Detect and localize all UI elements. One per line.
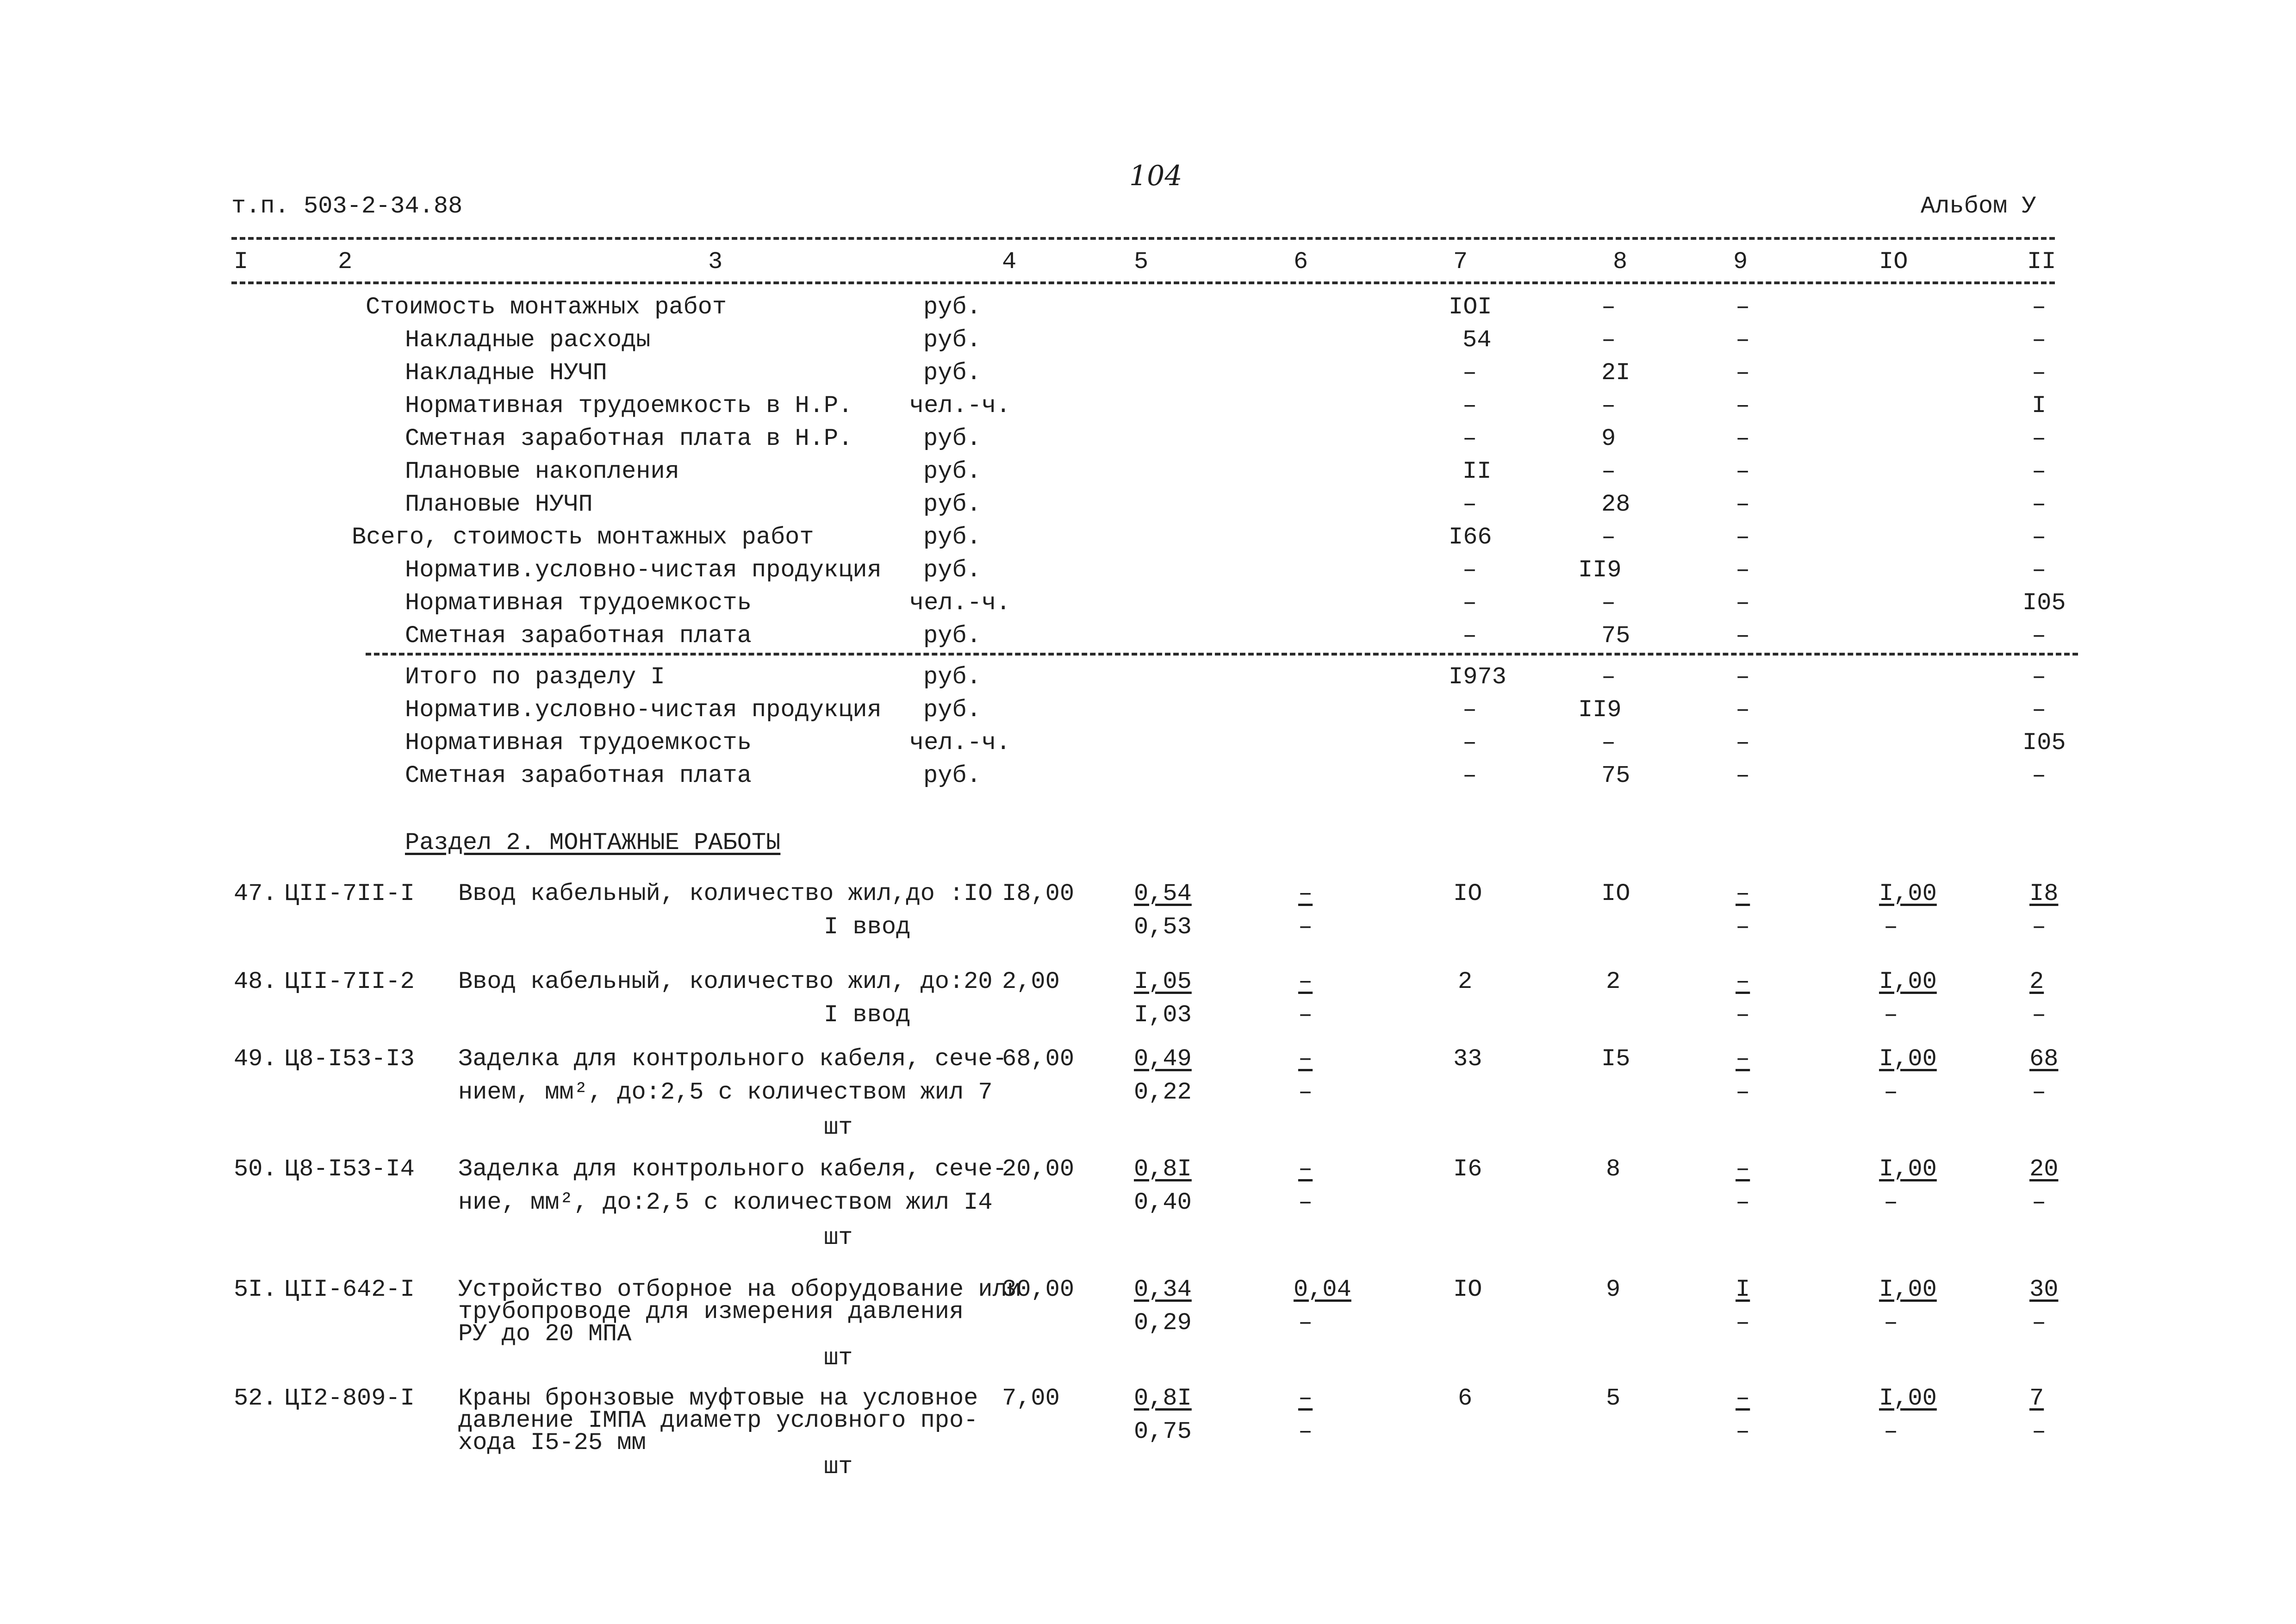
item-col6-bottom: – [1298, 1079, 1313, 1106]
col-header-11: II [2027, 248, 2056, 275]
item-quantity: 30,00 [1002, 1276, 1075, 1303]
row-col8: II9 [1578, 696, 1622, 724]
row-col11: – [2032, 696, 2047, 724]
row-col11: I05 [2022, 729, 2066, 756]
row-label: Плановые накопления [405, 458, 679, 485]
item-col10-bottom: – [1884, 1001, 1898, 1029]
row-col8: II9 [1578, 556, 1622, 584]
item-col5-top: I,05 [1134, 968, 1192, 995]
item-description-line: трубопроводе для измерения давления [458, 1298, 964, 1325]
item-col8: IO [1601, 880, 1630, 907]
item-unit: шт [824, 1453, 853, 1480]
item-col11-top: 7 [2029, 1385, 2044, 1412]
item-col10-bottom: – [1884, 1418, 1898, 1445]
row-col7: – [1462, 622, 1477, 650]
row-col8: 28 [1601, 491, 1630, 518]
item-col9-top: – [1736, 968, 1750, 995]
item-number: 52. [234, 1385, 277, 1412]
item-col11-top: 20 [2029, 1156, 2059, 1183]
row-col9: – [1736, 663, 1750, 691]
item-col8: 8 [1606, 1156, 1621, 1183]
row-col8: – [1601, 729, 1616, 756]
item-col5-bottom: 0,75 [1134, 1418, 1192, 1445]
row-col7: – [1462, 425, 1477, 452]
row-unit: руб. [923, 326, 981, 354]
row-label: Норматив.условно-чистая продукция [405, 696, 882, 724]
item-code: ЦII-7II-2 [285, 968, 415, 995]
row-unit: руб. [923, 359, 981, 387]
row-col9: – [1736, 458, 1750, 485]
item-col11-bottom: – [2032, 1001, 2047, 1029]
album-label: Альбом У [1921, 193, 2036, 220]
row-col9: – [1736, 622, 1750, 650]
row-col11: – [2032, 425, 2047, 452]
row-col7: II [1462, 458, 1492, 485]
row-label: Нормативная трудоемкость [405, 589, 752, 617]
item-col10-top: I,00 [1879, 968, 1937, 995]
row-label: Норматив.условно-чистая продукция [405, 556, 882, 584]
item-col9-bottom: – [1736, 1189, 1750, 1216]
row-col8: – [1601, 326, 1616, 354]
item-col9-top: – [1736, 1156, 1750, 1183]
row-col8: – [1601, 524, 1616, 551]
row-col9: – [1736, 589, 1750, 617]
row-col11: I [2032, 392, 2047, 419]
item-col9-top: I [1736, 1276, 1750, 1303]
item-col11-top: I8 [2029, 880, 2059, 907]
col-header-5: 5 [1134, 248, 1149, 275]
item-col6-top: – [1298, 1385, 1313, 1412]
item-description-line: РУ до 20 МПА [458, 1320, 632, 1348]
row-col9: – [1736, 696, 1750, 724]
item-col6-top: 0,04 [1294, 1276, 1351, 1303]
item-unit: I ввод [824, 913, 911, 941]
row-col9: – [1736, 326, 1750, 354]
row-unit: чел.-ч. [909, 589, 1011, 617]
item-col10-bottom: – [1884, 1309, 1898, 1337]
row-col9: – [1736, 556, 1750, 584]
item-col6-bottom: – [1298, 1309, 1313, 1337]
item-unit: шт [824, 1344, 853, 1372]
row-col7: – [1462, 556, 1477, 584]
row-col8: 9 [1601, 425, 1616, 452]
item-description-line: Заделка для контрольного кабеля, сече- [458, 1045, 1007, 1073]
row-col11: – [2032, 326, 2047, 354]
item-col11-bottom: – [2032, 1309, 2047, 1337]
item-col5-top: 0,54 [1134, 880, 1192, 907]
item-col6-top: – [1298, 968, 1313, 995]
row-col7: 54 [1462, 326, 1492, 354]
item-col9-top: – [1736, 1385, 1750, 1412]
item-col9-top: – [1736, 880, 1750, 907]
row-unit: чел.-ч. [909, 392, 1011, 419]
item-code: ЦII-7II-I [285, 880, 415, 907]
item-description-line: ние, мм², до:2,5 с количеством жил I4 [458, 1189, 993, 1216]
row-col9: – [1736, 425, 1750, 452]
item-description-line: нием, мм², до:2,5 с количеством жил 7 [458, 1079, 993, 1106]
item-col11-bottom: – [2032, 1079, 2047, 1106]
row-label: Сметная заработная плата [405, 622, 752, 650]
row-unit: руб. [923, 458, 981, 485]
row-col7: IOI [1449, 294, 1492, 321]
item-col11-top: 2 [2029, 968, 2044, 995]
row-col9: – [1736, 524, 1750, 551]
item-number: 47. [234, 880, 277, 907]
item-col5-top: 0,49 [1134, 1045, 1192, 1073]
item-col10-bottom: – [1884, 1189, 1898, 1216]
item-col11-bottom: – [2032, 913, 2047, 941]
item-col11-bottom: – [2032, 1189, 2047, 1216]
row-unit: руб. [923, 524, 981, 551]
row-col11: – [2032, 359, 2047, 387]
item-code: Ц8-I53-I4 [285, 1156, 415, 1183]
item-col6-top: – [1298, 880, 1313, 907]
item-col8: I5 [1601, 1045, 1630, 1073]
row-col8: 75 [1601, 762, 1630, 789]
row-unit: руб. [923, 425, 981, 452]
item-col11-bottom: – [2032, 1418, 2047, 1445]
col-header-6: 6 [1294, 248, 1308, 275]
item-col7: IO [1453, 880, 1482, 907]
item-col10-top: I,00 [1879, 1385, 1937, 1412]
item-col6-bottom: – [1298, 1418, 1313, 1445]
item-code: ЦI2-809-I [285, 1385, 415, 1412]
item-col9-bottom: – [1736, 1309, 1750, 1337]
item-col7: I6 [1453, 1156, 1482, 1183]
item-col9-bottom: – [1736, 913, 1750, 941]
item-col8: 2 [1606, 968, 1621, 995]
item-col6-top: – [1298, 1045, 1313, 1073]
item-quantity: 68,00 [1002, 1045, 1075, 1073]
col-header-10: IO [1879, 248, 1908, 275]
item-col11-top: 68 [2029, 1045, 2059, 1073]
row-col9: – [1736, 729, 1750, 756]
row-label: Сметная заработная плата в Н.Р. [405, 425, 853, 452]
item-col5-top: 0,8I [1134, 1156, 1192, 1183]
item-number: 49. [234, 1045, 277, 1073]
col-header-9: 9 [1733, 248, 1748, 275]
item-col10-top: I,00 [1879, 1276, 1937, 1303]
item-col10-bottom: – [1884, 913, 1898, 941]
row-unit: руб. [923, 696, 981, 724]
row-col7: I66 [1449, 524, 1492, 551]
row-label: Нормативная трудоемкость в Н.Р. [405, 392, 853, 419]
item-col10-top: I,00 [1879, 880, 1937, 907]
item-col6-bottom: – [1298, 913, 1313, 941]
item-col6-bottom: – [1298, 1189, 1313, 1216]
doc-code: т.п. 503-2-34.88 [231, 193, 463, 220]
row-col11: – [2032, 622, 2047, 650]
row-unit: чел.-ч. [909, 729, 1011, 756]
item-col9-bottom: – [1736, 1079, 1750, 1106]
item-quantity: 7,00 [1002, 1385, 1060, 1412]
item-col7: IO [1453, 1276, 1482, 1303]
item-unit: шт [824, 1114, 853, 1141]
row-col11: – [2032, 762, 2047, 789]
row-col11: – [2032, 458, 2047, 485]
item-col10-top: I,00 [1879, 1045, 1937, 1073]
row-col9: – [1736, 294, 1750, 321]
row-col8: 75 [1601, 622, 1630, 650]
item-code: Ц8-I53-I3 [285, 1045, 415, 1073]
section-title: Раздел 2. МОНТАЖНЫЕ РАБОТЫ [405, 829, 781, 856]
item-col9-bottom: – [1736, 1418, 1750, 1445]
row-label: Сметная заработная плата [405, 762, 752, 789]
item-col6-top: – [1298, 1156, 1313, 1183]
row-col9: – [1736, 359, 1750, 387]
col-header-1: I [234, 248, 249, 275]
row-unit: руб. [923, 294, 981, 321]
row-label: Плановые НУЧП [405, 491, 593, 518]
col-header-7: 7 [1453, 248, 1468, 275]
item-description-line: Ввод кабельный, количество жил,до :IO [458, 880, 993, 907]
item-description-line: Ввод кабельный, количество жил, до:20 [458, 968, 993, 995]
row-label: Всего, стоимость монтажных работ [352, 524, 814, 551]
row-col11: – [2032, 294, 2047, 321]
row-col7: – [1462, 392, 1477, 419]
row-col8: – [1601, 589, 1616, 617]
item-unit: I ввод [824, 1001, 911, 1029]
row-label: Накладные НУЧП [405, 359, 607, 387]
row-col9: – [1736, 491, 1750, 518]
row-label: Накладные расходы [405, 326, 651, 354]
item-col5-bottom: 0,40 [1134, 1189, 1192, 1216]
item-col7: 6 [1458, 1385, 1473, 1412]
header-rule-top [231, 237, 2055, 240]
row-col8: 2I [1601, 359, 1630, 387]
item-description-line: Краны бронзовые муфтовые на условное [458, 1385, 978, 1412]
row-unit: руб. [923, 762, 981, 789]
item-description-line: хода I5-25 мм [458, 1429, 646, 1456]
item-col5-top: 0,34 [1134, 1276, 1192, 1303]
row-unit: руб. [923, 556, 981, 584]
row-unit: руб. [923, 622, 981, 650]
row-col7: I973 [1449, 663, 1506, 691]
item-description-line: Заделка для контрольного кабеля, сече- [458, 1156, 1007, 1183]
item-col7: 33 [1453, 1045, 1482, 1073]
row-col7: – [1462, 696, 1477, 724]
item-col10-top: I,00 [1879, 1156, 1937, 1183]
row-unit: руб. [923, 663, 981, 691]
item-description-line: давление IМПА диаметр условного про- [458, 1407, 978, 1434]
row-col7: – [1462, 589, 1477, 617]
row-col11: – [2032, 524, 2047, 551]
item-col5-bottom: 0,22 [1134, 1079, 1192, 1106]
item-description-line: Устройство отборное на оборудование или [458, 1276, 1021, 1303]
item-col9-bottom: – [1736, 1001, 1750, 1029]
item-col8: 9 [1606, 1276, 1621, 1303]
row-col7: – [1462, 762, 1477, 789]
item-col5-bottom: 0,53 [1134, 913, 1192, 941]
row-col11: I05 [2022, 589, 2066, 617]
row-col7: – [1462, 729, 1477, 756]
col-header-2: 2 [338, 248, 353, 275]
summary-divider [366, 653, 2078, 656]
row-col8: – [1601, 392, 1616, 419]
item-quantity: 20,00 [1002, 1156, 1075, 1183]
col-header-3: 3 [708, 248, 723, 275]
row-col9: – [1736, 392, 1750, 419]
row-col11: – [2032, 663, 2047, 691]
item-col10-bottom: – [1884, 1079, 1898, 1106]
col-header-4: 4 [1002, 248, 1017, 275]
item-col7: 2 [1458, 968, 1473, 995]
item-col5-bottom: I,03 [1134, 1001, 1192, 1029]
row-col8: – [1601, 663, 1616, 691]
item-number: 5I. [234, 1276, 277, 1303]
item-col5-bottom: 0,29 [1134, 1309, 1192, 1337]
row-col8: – [1601, 458, 1616, 485]
item-col5-top: 0,8I [1134, 1385, 1192, 1412]
row-col9: – [1736, 762, 1750, 789]
page-number: 104 [1129, 160, 1182, 192]
row-unit: руб. [923, 491, 981, 518]
row-label: Итого по разделу I [405, 663, 665, 691]
item-number: 48. [234, 968, 277, 995]
item-quantity: I8,00 [1002, 880, 1075, 907]
item-col9-top: – [1736, 1045, 1750, 1073]
item-unit: шт [824, 1224, 853, 1251]
col-header-8: 8 [1613, 248, 1628, 275]
row-col7: – [1462, 359, 1477, 387]
item-col6-bottom: – [1298, 1001, 1313, 1029]
row-col11: – [2032, 556, 2047, 584]
item-quantity: 2,00 [1002, 968, 1060, 995]
item-code: ЦII-642-I [285, 1276, 415, 1303]
item-col11-top: 30 [2029, 1276, 2059, 1303]
item-number: 50. [234, 1156, 277, 1183]
row-col8: – [1601, 294, 1616, 321]
row-label: Стоимость монтажных работ [366, 294, 727, 321]
header-rule-bottom [231, 281, 2055, 284]
row-col7: – [1462, 491, 1477, 518]
row-label: Нормативная трудоемкость [405, 729, 752, 756]
item-col8: 5 [1606, 1385, 1621, 1412]
row-col11: – [2032, 491, 2047, 518]
